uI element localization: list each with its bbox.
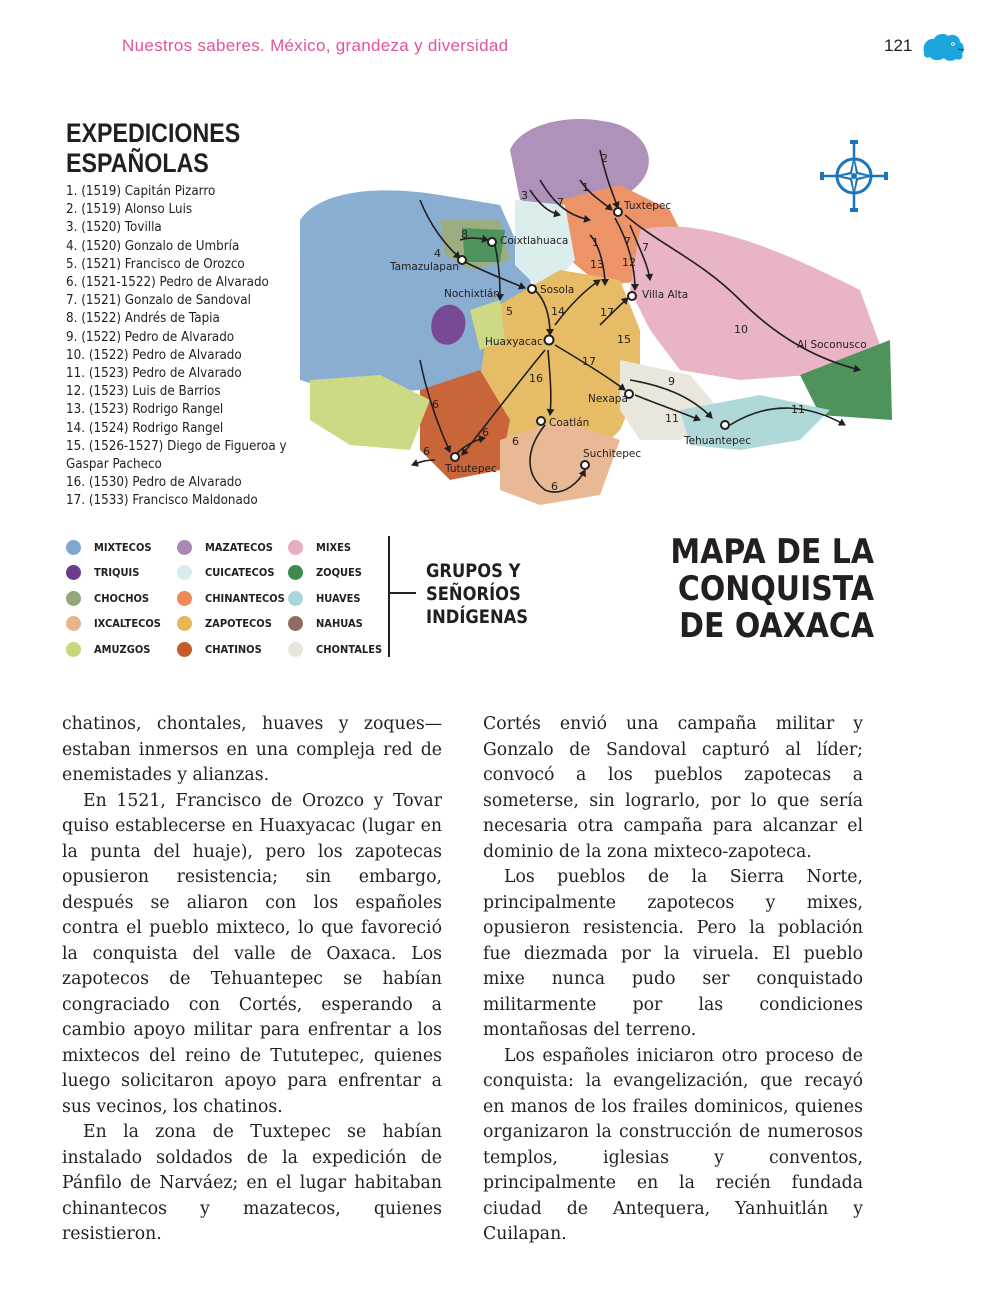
paragraph: Los españoles iniciaron otro proceso de conquista: la evangelización, que recayó en manos de los frailes dominicos, quienes organizaron la construcción de numerosos templos, iglesias y conventos, principalmente en la recién fundada ciudad de Antequera, Yanhuitlán y Cuilapan. xyxy=(483,1045,863,1244)
route-number: 6 xyxy=(423,445,430,458)
route-number: 9 xyxy=(668,375,675,388)
expedition-item: 16. (1530) Pedro de Alvarado xyxy=(66,475,242,491)
legend-item xyxy=(177,562,282,584)
legend-heading-line3: INDÍGENAS xyxy=(426,606,529,628)
place-label: Coatlán xyxy=(549,417,590,429)
page-number: 121 xyxy=(884,36,913,55)
legend-heading-line1: GRUPOS Y xyxy=(426,560,521,582)
region-mixes xyxy=(630,226,880,380)
expedition-item: 8. (1522) Andrés de Tapia xyxy=(66,311,220,327)
place-label: Tututepec xyxy=(445,463,497,475)
expedition-item: 14. (1524) Rodrigo Rangel xyxy=(66,420,224,436)
legend-swatch xyxy=(288,642,303,657)
expedition-item: 15. (1526-1527) Diego de Figueroa y Gaspar Pacheco xyxy=(66,438,287,473)
legend-swatch xyxy=(177,540,192,555)
route-number: 7 xyxy=(557,196,564,209)
legend-swatch xyxy=(177,565,192,580)
paragraph: Cortés envió una campaña militar y Gonzalo de Sandoval capturó al líder; convocó a los pueblos zapotecas a someterse, sin lograrlo, por lo que sería necesaria otra campaña para alcanzar el dominio de la zona mixteco-zapoteca. xyxy=(483,714,863,862)
route-number: 17 xyxy=(582,355,596,368)
map-title-line2: CONQUISTA xyxy=(677,569,874,609)
legend-swatch xyxy=(66,642,81,657)
expedition-item: 1. (1519) Capitán Pizarro xyxy=(66,184,216,199)
place-label: Villa Alta xyxy=(642,289,689,301)
expeditions-title-line1: EXPEDICIONES xyxy=(66,118,241,148)
legend-label: AMUZGOS xyxy=(94,642,151,656)
legend-swatch xyxy=(288,591,303,606)
expedition-item: 12. (1523) Luis de Barrios xyxy=(66,384,221,400)
map-title xyxy=(668,534,874,645)
expedition-item: 10. (1522) Pedro de Alvarado xyxy=(66,347,242,363)
body-column-right xyxy=(483,712,863,1248)
route-number: 6 xyxy=(551,480,558,493)
route-number: 11 xyxy=(665,412,679,425)
legend-swatch xyxy=(66,591,81,606)
legend-item xyxy=(177,536,280,558)
legend-label: CHOCHOS xyxy=(94,591,150,605)
legend-item xyxy=(66,638,157,660)
expeditions-list xyxy=(66,183,316,511)
legend-swatch xyxy=(288,540,303,555)
legend-label: CHINANTECOS xyxy=(205,591,285,605)
legend-item xyxy=(288,536,355,558)
legend-swatch xyxy=(177,591,192,606)
route-number: 12 xyxy=(622,256,636,269)
legend-item xyxy=(66,587,155,609)
place-label: Huaxyacac xyxy=(485,336,543,348)
expedition-item: 2. (1519) Alonso Luis xyxy=(66,202,193,218)
place-label: Coixtlahuaca xyxy=(500,235,569,247)
dog-blob-icon xyxy=(920,30,966,64)
legend-item xyxy=(177,613,279,635)
map-title-line3: DE OAXACA xyxy=(679,606,874,646)
legend-item xyxy=(288,613,368,635)
legend-label: TRIQUIS xyxy=(94,566,140,579)
place-label: Sosola xyxy=(540,284,575,296)
map-title-line1: MAPA DE LA xyxy=(670,532,874,572)
legend-item xyxy=(177,638,268,660)
route-number: 1 xyxy=(582,181,589,194)
legend-item xyxy=(288,562,367,584)
legend-item xyxy=(288,638,389,660)
place-label: Suchitepec xyxy=(583,448,642,460)
legend-label: CUICATECOS xyxy=(205,566,275,579)
legend-label: NAHUAS xyxy=(316,617,363,630)
legend-label: ZOQUES xyxy=(316,566,362,579)
route-number: 6 xyxy=(432,398,439,411)
legend-item xyxy=(66,562,144,584)
paragraph: chatinos, chontales, huaves y zoques— estaban inmersos en una compleja red de enemistades y alianzas. xyxy=(62,714,442,785)
route-number: 11 xyxy=(791,403,805,416)
paragraph: En la zona de Tuxtepec se habían instalado soldados de la expedición de Pánfilo de Narváez; en el lugar habitaban chinantecos y mazatecos, quienes resistieron. xyxy=(62,1122,442,1244)
route-number: 7 xyxy=(642,241,649,254)
legend-label: MIXES xyxy=(316,540,352,554)
route-number: 10 xyxy=(734,323,748,336)
place-label: Tamazulapan xyxy=(390,261,460,273)
route-number: 3 xyxy=(521,189,528,202)
legend-label: CHATINOS xyxy=(205,642,262,656)
legend-swatch xyxy=(177,642,192,657)
running-header: Nuestros saberes. México, grandeza y diversidad xyxy=(122,36,509,55)
legend-item xyxy=(288,587,366,609)
legend-label: MIXTECOS xyxy=(94,540,152,554)
route-number: 4 xyxy=(434,247,441,260)
expeditions-title xyxy=(66,118,240,178)
legend-swatch xyxy=(177,616,192,631)
expedition-item: 5. (1521) Francisco de Orozco xyxy=(66,256,245,272)
expedition-item: 9. (1522) Pedro de Alvarado xyxy=(66,329,235,345)
legend-label: CHONTALES xyxy=(316,642,383,656)
legend-swatch xyxy=(66,616,81,631)
legend-swatch xyxy=(288,565,303,580)
region-zoques-north xyxy=(462,228,505,262)
compass-rose-icon xyxy=(818,138,890,214)
legend-item xyxy=(66,536,158,558)
legend-swatch xyxy=(66,565,81,580)
route-number: 17 xyxy=(600,306,614,319)
legend-divider-tick xyxy=(390,592,416,594)
place-label: Al Soconusco xyxy=(797,339,867,351)
place-label: Nexapa xyxy=(588,393,628,405)
legend-swatch xyxy=(288,616,303,631)
expedition-item: 7. (1521) Gonzalo de Sandoval xyxy=(66,293,251,309)
route-number: 6 xyxy=(512,435,519,448)
expedition-item: 13. (1523) Rodrigo Rangel xyxy=(66,402,224,418)
route-number: 8 xyxy=(461,228,468,241)
route-number: 14 xyxy=(551,305,565,318)
legend-label: IXCALTECOS xyxy=(94,617,161,630)
legend-item xyxy=(66,613,168,635)
route-number: 6 xyxy=(482,426,489,439)
legend xyxy=(66,535,396,665)
route-number: 7 xyxy=(624,235,631,248)
expedition-item: 17. (1533) Francisco Maldonado xyxy=(66,493,258,509)
legend-swatch xyxy=(66,540,81,555)
route-number: 2 xyxy=(601,152,608,165)
oaxaca-conquest-map xyxy=(296,110,896,520)
legend-label: ZAPOTECOS xyxy=(205,617,272,630)
place-label: Nochixtlán xyxy=(444,288,500,300)
route-number: 13 xyxy=(590,258,604,271)
legend-label: HUAVES xyxy=(316,591,361,605)
place-label: Tuxtepec xyxy=(624,200,672,212)
expedition-item: 6. (1521-1522) Pedro de Alvarado xyxy=(66,275,269,291)
legend-divider xyxy=(388,536,390,657)
route-number: 15 xyxy=(617,333,631,346)
route-number: 5 xyxy=(506,305,513,318)
expeditions-title-line2: ESPAÑOLAS xyxy=(66,148,209,178)
expedition-item: 4. (1520) Gonzalo de Umbría xyxy=(66,238,240,254)
place-label: Tehuantepec xyxy=(684,435,751,447)
expedition-item: 11. (1523) Pedro de Alvarado xyxy=(66,366,242,382)
route-number: 16 xyxy=(529,372,543,385)
legend-item xyxy=(177,587,294,609)
legend-heading-line2: SEÑORÍOS xyxy=(426,583,521,605)
paragraph: Los pueblos de la Sierra Norte, principalmente zapotecos y mixes, opusieron resistencia. Pero la población fue diezmada por la viruela. El pueblo mixe nunca pudo ser conquistado militarmente por las condiciones montañosas del terreno. xyxy=(483,867,863,1040)
expedition-item: 3. (1520) Tovilla xyxy=(66,220,162,236)
body-column-left xyxy=(62,712,442,1248)
paragraph: En 1521, Francisco de Orozco y Tovar quiso establecerse en Huaxyacac (lugar en la punta del huaje), pero los zapotecas opusieron resistencia; sin embargo, después se aliaron con los españoles contra el pueblo mixteco, lo que favoreció la conquista del valle de Oaxaca. Los zapotecos de Tehuantepec se habían congraciado con Cortés, esperando a cambio apoyo militar para enfrentar a los mixtecos del reino de Tututepec, quienes luego solicitaron apoyo para enfrentar a sus vecinos, los chatinos. xyxy=(62,790,442,1117)
route-number: 1 xyxy=(592,236,599,249)
legend-heading xyxy=(426,560,528,629)
legend-label: MAZATECOS xyxy=(205,540,273,554)
